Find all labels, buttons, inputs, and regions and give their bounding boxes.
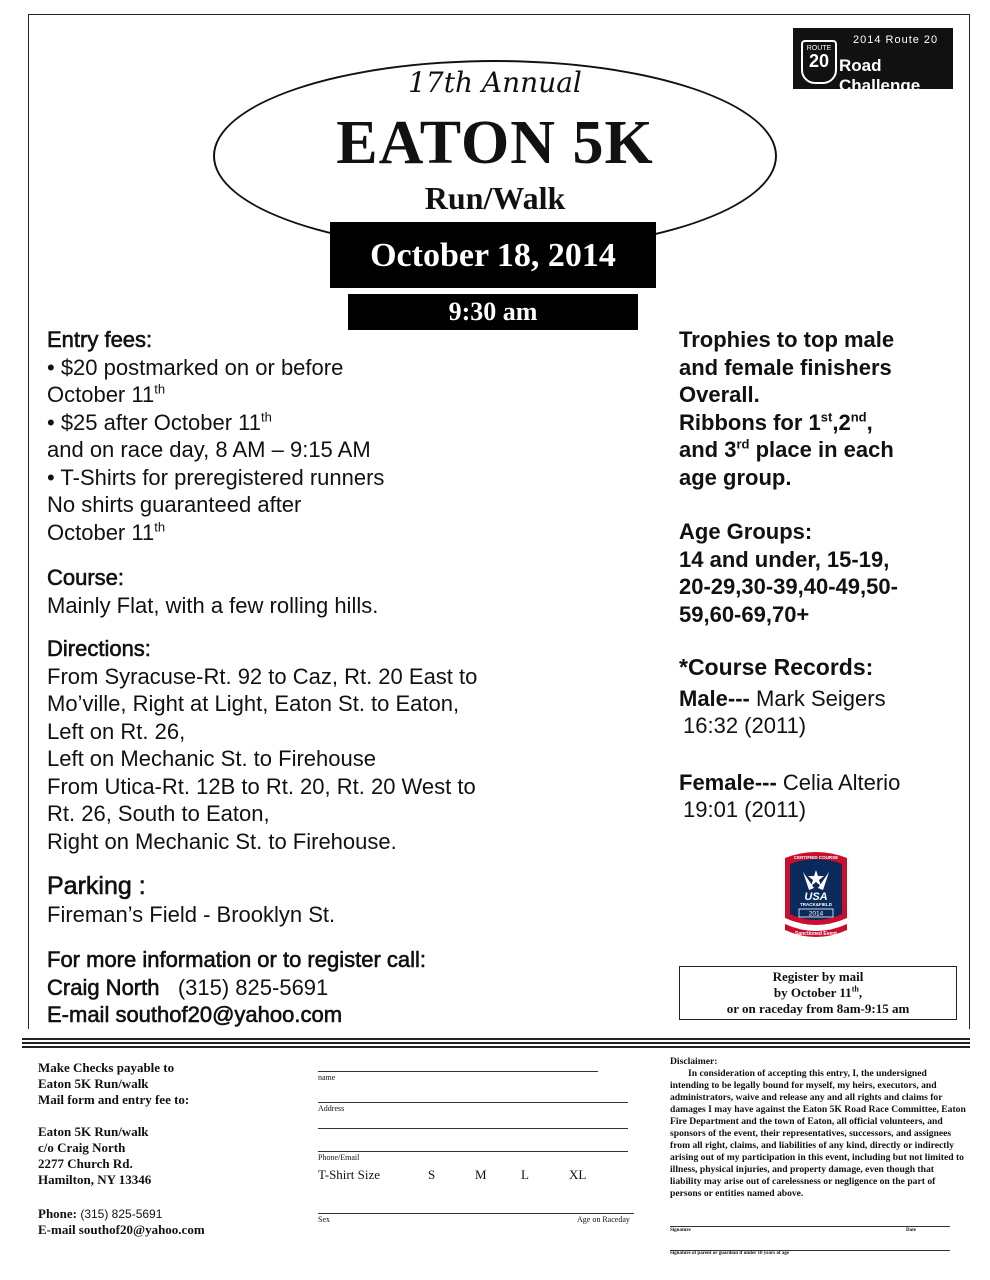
- directions-line: Right on Mechanic St. to Firehouse.: [47, 828, 397, 854]
- register-line: or on raceday from 8am-9:15 am: [726, 1001, 910, 1016]
- shield-route-text: ROUTE: [806, 45, 832, 52]
- register-by-mail-box: [679, 966, 957, 1020]
- directions-line: From Utica-Rt. 12B to Rt. 20, Rt. 20 West to: [47, 773, 476, 799]
- age-groups-line: 14 and under, 15-19,: [679, 546, 890, 572]
- parking-text: Fireman’s Field - Brooklyn St.: [47, 901, 336, 927]
- badge-top-text: CERTIFIED COURSE: [793, 855, 839, 860]
- register-line: Register by mail: [772, 969, 864, 984]
- address-line: 2277 Church Rd.: [38, 1156, 133, 1171]
- contact-line: [47, 974, 647, 1002]
- trophies-line: and 3rd place in each: [679, 436, 894, 462]
- disclaimer: [670, 1056, 966, 1200]
- entry-heading: Entry fees:: [47, 327, 153, 352]
- size-option-l[interactable]: L: [521, 1167, 529, 1182]
- trophies-line: Overall.: [679, 382, 760, 407]
- signature-field[interactable]: [670, 1226, 950, 1227]
- size-option-s[interactable]: S: [428, 1167, 436, 1182]
- mailing-info: [38, 1060, 278, 1238]
- course-heading: Course:: [47, 565, 125, 590]
- route-shield-icon: [801, 40, 837, 84]
- age-groups-line: 59,60-69,70+: [679, 601, 810, 627]
- age-groups-heading: Age Groups:: [679, 519, 813, 544]
- female-time: 19:01 (2011): [683, 797, 807, 822]
- male-name: Mark Seigers: [749, 685, 886, 711]
- entry-line: and on race day, 8 AM – 9:15 AM: [47, 437, 371, 462]
- female-label: Female---: [679, 769, 777, 795]
- directions-line: From Syracuse-Rt. 92 to Caz, Rt. 20 East to: [47, 663, 478, 689]
- age-label: Age on Raceday: [577, 1215, 630, 1224]
- directions-heading: Directions:: [47, 636, 151, 661]
- directions-line: Left on Rt. 26,: [47, 718, 186, 744]
- badge-tf-text: TRACK&FIELD: [800, 902, 832, 907]
- directions-line: Rt. 26, South to Eaton,: [47, 801, 270, 826]
- entry-line: October 11th: [47, 381, 166, 407]
- logo-name: Road Challenge: [839, 56, 953, 98]
- trophies-line: age group.: [679, 464, 792, 490]
- event-time: 9:30 am: [348, 294, 638, 330]
- divider: [22, 1046, 970, 1048]
- address-field[interactable]: [318, 1102, 628, 1103]
- checks-label: Make Checks payable to: [38, 1060, 175, 1075]
- size-option-m[interactable]: M: [475, 1167, 487, 1182]
- name-label: name: [318, 1073, 336, 1082]
- right-column: [679, 326, 969, 824]
- tshirt-size-label: T-Shirt Size: [318, 1167, 380, 1182]
- directions-line: Left on Mechanic St. to Firehouse: [47, 746, 376, 771]
- name-field[interactable]: [318, 1071, 598, 1072]
- trophies-line: and female finishers: [679, 354, 892, 380]
- sex-label: Sex: [318, 1215, 330, 1224]
- badge-year-text: 2014: [808, 910, 824, 918]
- course-text: Mainly Flat, with a few rolling hills.: [47, 592, 379, 618]
- address-line: Eaton 5K Run/walk: [38, 1124, 149, 1139]
- logo-year: 2014 Route 20: [853, 34, 939, 46]
- event-subtitle: Run/Walk: [424, 180, 566, 216]
- mail-label: Mail form and entry fee to:: [38, 1092, 190, 1107]
- disclaimer-text: In consideration of accepting this entry, I, the undersigned intending to be legally bound for myself, my heirs, executors, and administrators, waive and release any and all rights and claims for damages I may have against the Eaton 5K Road Race Committee, Eaton Fire Department and the town of Eaton, all official volunteers, and sponsors of the event, their representatives, successors, and assignees from all right, claims, and liabilities of any kind, directly or indirectly arising out of my participation in this event, including but not limited to illness, physical injuries, and property damage, even though that liability may arise out of carelessness or negligence on the part of persons or entities named above.: [670, 1068, 966, 1199]
- entry-line: • $20 postmarked on or before: [47, 354, 344, 380]
- shield-number: 20: [808, 51, 830, 71]
- entry-line: No shirts guaranteed after: [47, 492, 302, 517]
- directions-line: Mo’ville, Right at Light, Eaton St. to Eaton,: [47, 691, 460, 716]
- contact-email: E-mail southof20@yahoo.com: [47, 1002, 343, 1027]
- register-line: by October 11th,: [773, 984, 863, 1000]
- trophies-line: Trophies to top male: [679, 327, 895, 352]
- signature-label: Signature: [670, 1228, 691, 1233]
- disclaimer-heading: Disclaimer:: [670, 1056, 718, 1067]
- trophies-line: Ribbons for 1st,2nd,: [679, 409, 873, 435]
- event-title: EATON 5K: [336, 109, 654, 177]
- phone-email-label: Phone/Email: [318, 1153, 360, 1162]
- female-name: Celia Alterio: [776, 769, 901, 795]
- divider: [22, 1042, 970, 1044]
- address-field-2[interactable]: [318, 1128, 628, 1129]
- male-record: [679, 685, 969, 713]
- male-label: Male---: [679, 685, 750, 711]
- female-record: [679, 769, 969, 797]
- form-phone: Phone: (315) 825-5691: [38, 1206, 163, 1221]
- entry-line: October 11th: [47, 519, 166, 545]
- address-line: Hamilton, NY 13346: [38, 1172, 152, 1187]
- date-label: Date: [906, 1228, 916, 1233]
- address-label: Address: [318, 1104, 345, 1113]
- payee: Eaton 5K Run/walk: [38, 1076, 149, 1091]
- left-column: [47, 326, 647, 1029]
- route20-logo: [793, 28, 953, 95]
- size-option-xl[interactable]: XL: [569, 1167, 587, 1182]
- event-date: October 18, 2014: [330, 222, 656, 288]
- contact-phone: (315) 825-5691: [177, 974, 329, 1000]
- male-time: 16:32 (2011): [683, 713, 807, 738]
- parent-signature-label: Signature of parent or guardian if under 18 years of age: [670, 1251, 790, 1256]
- usatf-badge-icon: [781, 850, 851, 942]
- badge-bottom-text: Sanctioned Event: [795, 931, 837, 937]
- phone-email-field[interactable]: [318, 1151, 628, 1152]
- annual-label: 17th Annual: [408, 66, 582, 99]
- form-email: E-mail southof20@yahoo.com: [38, 1222, 205, 1237]
- entry-line: • T-Shirts for preregistered runners: [47, 464, 385, 490]
- address-line: c/o Craig North: [38, 1140, 126, 1155]
- records-heading: *Course Records:: [679, 654, 874, 680]
- contact-name: Craig North: [47, 974, 160, 1000]
- contact-heading: For more information or to register call:: [47, 947, 427, 972]
- divider: [22, 1038, 970, 1040]
- age-groups-line: 20-29,30-39,40-49,50-: [679, 574, 898, 599]
- sex-age-field[interactable]: [318, 1213, 634, 1214]
- parking-heading: Parking :: [47, 872, 146, 900]
- badge-usa-text: USA: [804, 891, 828, 903]
- entry-line: • $25 after October 11th: [47, 409, 272, 435]
